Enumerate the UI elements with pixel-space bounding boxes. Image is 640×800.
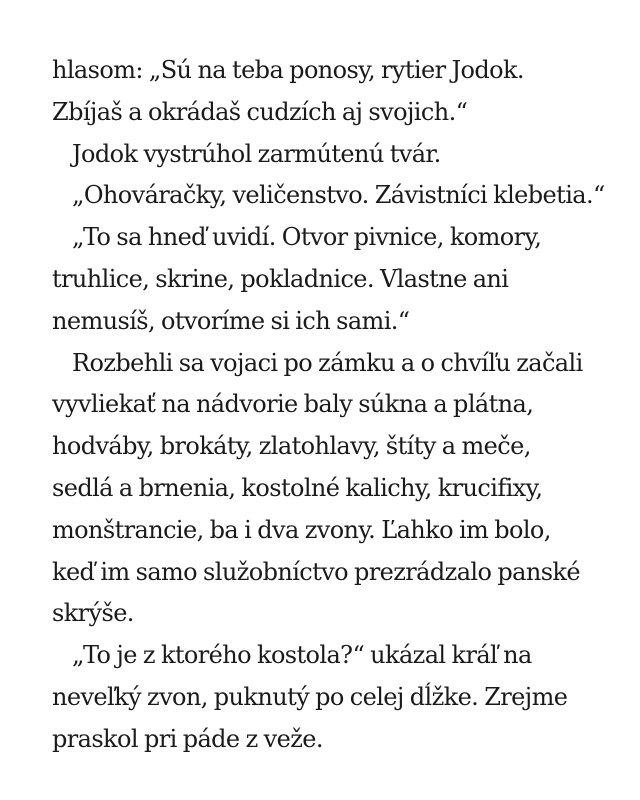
body-text bbox=[52, 50, 632, 761]
text-line: truhlice, skrine, pokladnice. Vlastne ani bbox=[52, 264, 509, 293]
text-line: hlasom: „Sú na teba ponosy, rytier Jodok. bbox=[52, 56, 524, 84]
text-line: nemusíš, otvoríme si ich sami.“ bbox=[52, 306, 410, 335]
text-line: keď im samo služobníctvo prezrádzalo panské bbox=[52, 557, 580, 586]
text-line: „Ohováračky, veličenstvo. Závistníci klebetia.“ bbox=[72, 181, 605, 210]
text-line: vyvliekať na nádvorie baly súkna a plátna, bbox=[52, 390, 534, 419]
text-line: Rozbehli sa vojaci po zámku a o chvíľu začali bbox=[72, 348, 583, 377]
text-line: neveľký zvon, puknutý po celej dĺžke. Zrejme bbox=[52, 682, 568, 711]
text-line: sedlá a brnenia, kostolné kalichy, krucifixy, bbox=[52, 473, 543, 502]
text-line: „To sa hneď uvidí. Otvor pivnice, komory, bbox=[72, 223, 542, 252]
text-line: „To je z ktorého kostola?“ ukázal kráľ na bbox=[72, 641, 532, 670]
text-line: praskol pri páde z veže. bbox=[52, 724, 323, 753]
text-line: monštrancie, ba i dva zvony. Ľahko im bolo, bbox=[52, 515, 551, 544]
text-line: Zbíjaš a okrádaš cudzích aj svojich.“ bbox=[52, 97, 468, 126]
text-line: Jodok vystrúhol zarmútenú tvár. bbox=[72, 139, 441, 168]
text-line: skrýše. bbox=[52, 599, 134, 628]
text-line: hodváby, brokáty, zlatohlavy, štíty a meče, bbox=[52, 432, 531, 461]
